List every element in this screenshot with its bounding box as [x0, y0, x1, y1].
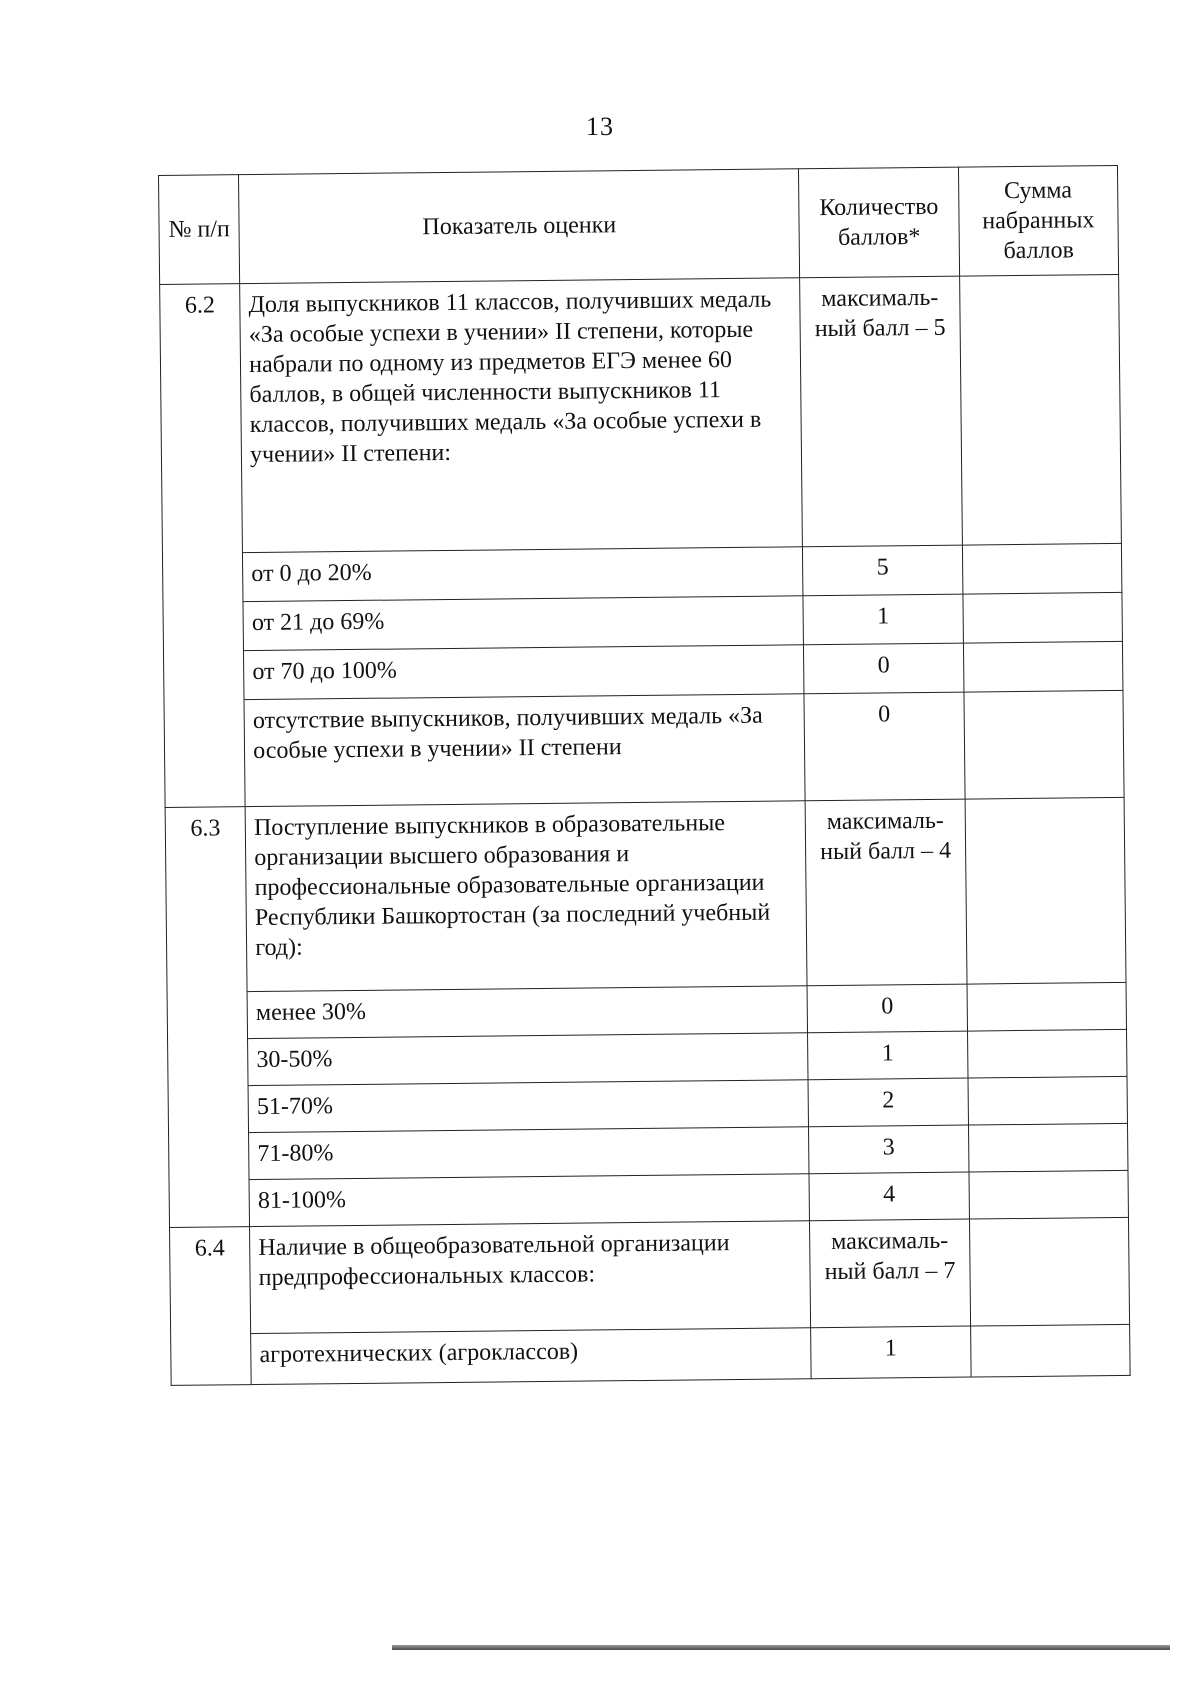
sum-cell — [964, 690, 1124, 799]
row-points: 3 — [809, 1125, 969, 1174]
section-row — [165, 797, 1126, 992]
table-header-row — [159, 165, 1119, 284]
footer-rule — [392, 1645, 1170, 1650]
section-number: 6.3 — [165, 807, 250, 1228]
sum-cell — [963, 641, 1123, 692]
section-title: Доля выпускников 11 классов, получивших медаль «За особые успехи в учении» II степени, которые набрали по одному из предметов ЕГЭ менее 60 баллов, в общей численности выпускников 11 классов, получивших медаль «За особые успехи в учении» II степени: — [240, 278, 803, 553]
sum-cell — [959, 274, 1121, 545]
row-label: от 70 до 100% — [244, 645, 805, 700]
table-row — [171, 1324, 1130, 1385]
header-points: Количество баллов* — [799, 167, 959, 278]
section-title: Поступление выпускников в образовательные организации высшего образования и профессиональные образовательные организации Республики Башкортостан (за последний учебный год): — [245, 801, 807, 992]
row-label: отсутствие выпускников, получивших медаль «За особые успехи в учении» II степени — [244, 694, 805, 807]
sum-cell — [969, 1170, 1129, 1219]
section-number: 6.4 — [170, 1227, 252, 1386]
section-max-points: максималь-ный балл – 4 — [805, 799, 966, 986]
sum-cell — [963, 592, 1123, 643]
section-row — [170, 1217, 1130, 1334]
row-points: 1 — [803, 594, 963, 645]
sum-cell — [970, 1324, 1130, 1377]
row-points: 0 — [804, 692, 964, 801]
row-points: 4 — [809, 1172, 969, 1221]
score-table — [158, 165, 1131, 1386]
section-max-points: максималь-ный балл – 7 — [810, 1219, 970, 1328]
header-sum: Сумма набранных баллов — [958, 165, 1118, 276]
section-number: 6.2 — [160, 284, 246, 808]
row-label: агротехнических (агроклассов) — [251, 1328, 812, 1385]
sum-cell — [967, 982, 1127, 1031]
row-points: 0 — [807, 984, 967, 1033]
section-row — [160, 274, 1122, 553]
table-row — [164, 690, 1124, 807]
sum-cell — [965, 797, 1126, 984]
row-label: 30-50% — [248, 1033, 809, 1086]
sum-cell — [967, 1029, 1127, 1078]
row-label: 71-80% — [249, 1127, 810, 1180]
row-label: 51-70% — [248, 1080, 809, 1133]
row-label: 81-100% — [249, 1174, 810, 1227]
section-max-points: максималь-ный балл – 5 — [800, 276, 962, 547]
page-number: 13 — [586, 112, 614, 141]
sum-cell — [962, 543, 1122, 594]
row-label: от 21 до 69% — [243, 596, 804, 651]
header-num: № п/п — [159, 175, 240, 285]
sum-cell — [969, 1217, 1129, 1326]
row-points: 1 — [808, 1031, 968, 1080]
section-title: Наличие в общеобразовательной организации предпрофессиональных классов: — [250, 1221, 811, 1334]
row-points: 1 — [811, 1326, 971, 1379]
row-points: 5 — [803, 545, 963, 596]
row-label: от 0 до 20% — [243, 547, 804, 602]
header-indicator: Показатель оценки — [239, 169, 800, 284]
row-points: 2 — [808, 1078, 968, 1127]
row-label: менее 30% — [247, 986, 808, 1039]
sum-cell — [968, 1076, 1128, 1125]
row-points: 0 — [804, 643, 964, 694]
sum-cell — [968, 1123, 1128, 1172]
